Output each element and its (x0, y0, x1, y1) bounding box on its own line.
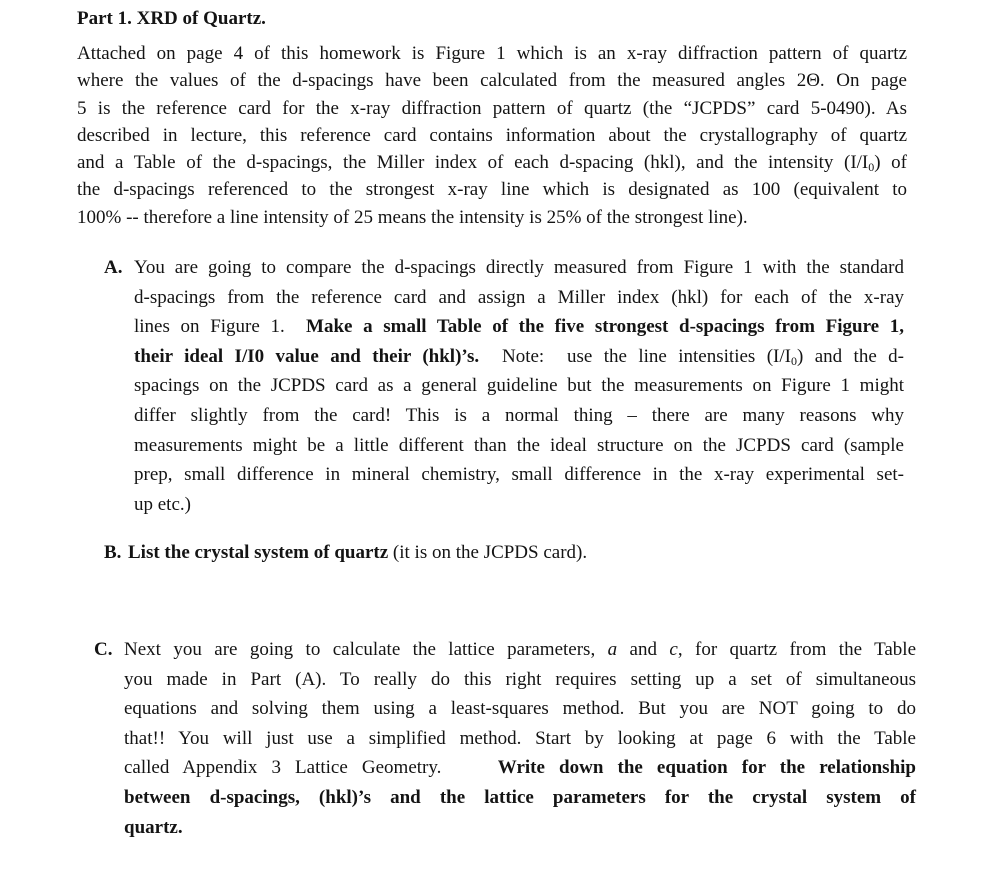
question-line (124, 635, 916, 665)
question-text: Next you are going to calculate the lattice parameters, (124, 639, 608, 660)
question-emphasis: between d-spacings, (hkl)’s and the lattice parameters for the crystal system of (124, 786, 916, 808)
question-c (94, 635, 916, 842)
question-line: d-spacings from the reference card and assign a Miller index (hkl) for each of the x-ray (134, 286, 904, 308)
intro-line: Attached on page 4 of this homework is Figure 1 which is an x-ray diffraction pattern of quartz (77, 43, 907, 64)
question-body (128, 538, 904, 568)
subscript: 0 (868, 160, 875, 175)
intro-paragraph (77, 40, 907, 231)
question-line: you made in Part (A). To really do this right requires setting up a set of simultaneous (124, 668, 916, 690)
question-text: lines on Figure 1. (134, 316, 307, 338)
question-emphasis: quartz. (124, 816, 183, 838)
question-text: ) and the d- (796, 345, 904, 367)
intro-line: described in lecture, this reference card contains information about the crystallography of quartz (77, 124, 907, 146)
question-line (124, 813, 916, 843)
part-title: Part 1. XRD of Quartz. (77, 8, 266, 29)
question-line (134, 342, 904, 372)
question-line: prep, small difference in mineral chemistry, small difference in the x-ray experimental set- (134, 464, 904, 486)
intro-line: the d-spacings referenced to the strongest x-ray line which is designated as 100 (equivalent to (77, 179, 907, 201)
question-letter: A. (104, 257, 123, 278)
question-letter: B. (104, 542, 122, 563)
intro-line-text: ) of (874, 152, 908, 174)
intro-line (77, 149, 907, 176)
intro-line: 100% -- therefore a line intensity of 25 means the intensity is 25% of the strongest line). (77, 206, 748, 228)
question-line: equations and solving them using a least-squares method. But you are NOT going to do (124, 698, 916, 720)
question-emphasis: Make a small Table of the five strongest d-spacings from Figure 1, (306, 316, 904, 338)
question-line (124, 753, 916, 783)
variable-c: c (669, 639, 678, 660)
question-text: (it is on the JCPDS card). (388, 542, 588, 563)
question-a (104, 253, 904, 519)
question-line: up etc.) (134, 493, 191, 515)
question-text: called Appendix 3 Lattice Geometry. (124, 757, 498, 779)
question-emphasis: List the crystal system of quartz (128, 542, 389, 563)
question-emphasis: their ideal I/I0 value and their (hkl)’s. (134, 345, 480, 367)
question-text: , for quartz from the Table (677, 639, 916, 660)
intro-line: where the values of the d-spacings have been calculated from the measured angles 2Θ. On page (77, 70, 907, 92)
question-line: You are going to compare the d-spacings directly measured from Figure 1 with the standard (134, 257, 904, 278)
question-b (104, 538, 904, 568)
question-line: measurements might be a little different than the ideal structure on the JCPDS card (sample (134, 434, 904, 456)
question-line: that!! You will just use a simplified method. Start by looking at page 6 with the Table (124, 727, 916, 749)
question-line (134, 312, 904, 342)
question-text: and (617, 639, 670, 660)
question-line (124, 783, 916, 813)
subscript: 0 (790, 353, 797, 368)
variable-a: a (607, 639, 618, 660)
intro-line: 5 is the reference card for the x-ray diffraction pattern of quartz (the “JCPDS” card 5-0490). As (77, 97, 907, 119)
question-line: differ slightly from the card! This is a normal thing – there are many reasons why (134, 404, 904, 426)
intro-line-text: and a Table of the d-spacings, the Miller index of each d-spacing (hkl), and the intensity (I/I (77, 152, 869, 174)
question-body (124, 635, 916, 842)
question-body (134, 253, 904, 519)
question-line: spacings on the JCPDS card as a general guideline but the measurements on Figure 1 might (134, 375, 904, 397)
question-text: Note: use the line intensities (I/I (479, 345, 791, 367)
question-emphasis: Write down the equation for the relationship (497, 757, 916, 779)
question-line (128, 538, 904, 568)
question-letter: C. (94, 639, 113, 660)
